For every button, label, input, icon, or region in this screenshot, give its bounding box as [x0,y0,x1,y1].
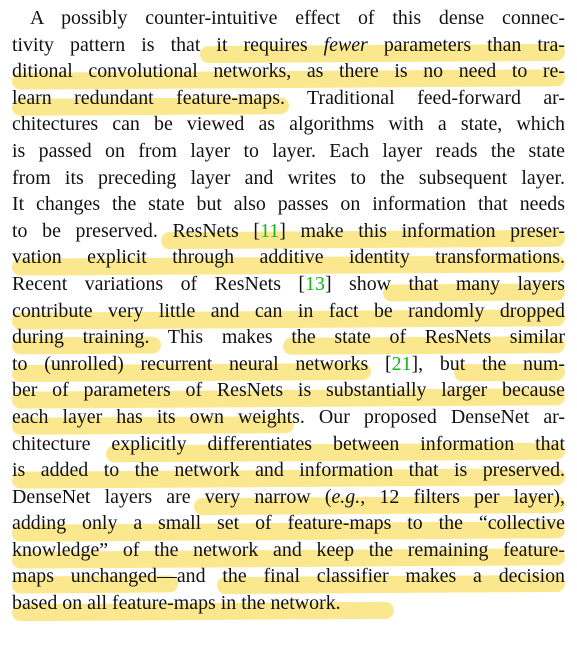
line-text: is added to the network and information that is preserved. [12,459,565,482]
text-line [12,563,565,590]
line-text: A possibly counter-intuitive effect of this dense connec- [30,7,565,29]
text-line [12,431,565,458]
text-line [12,537,565,564]
text-line [12,404,565,431]
line-text: from its preceding layer and writes to the subsequent layer. [12,166,565,189]
text-line [12,58,565,85]
text-line [12,85,565,112]
citation-link[interactable]: 13 [305,272,325,295]
text-line [12,377,565,404]
text-line [12,590,565,617]
line-text: during training. This makes the state of ResNets similar [12,326,565,349]
line-text: chitectures can be viewed as algorithms with a state, which [12,113,565,136]
text-line [12,32,565,59]
line-text: knowledge” of the network and keep the remaining feature- [12,538,565,561]
text-line [12,271,565,298]
text-line [12,244,565,271]
text-line [12,484,565,511]
text-line [12,218,565,245]
text-line [12,298,565,325]
line-text: It changes the state but also passes on information that needs [12,193,565,216]
line-text: Recent variations of ResNets [13] show that many layers [12,272,565,295]
text-line [12,111,565,138]
text-line [12,5,565,32]
body-paragraph [12,5,565,617]
text-line [12,510,565,537]
line-text: based on all feature-maps in the network. [12,592,341,615]
text-line [12,165,565,192]
line-text: chitecture explicitly differentiates between information that [12,432,565,455]
line-text: to be preserved. ResNets [11] make this information preser- [12,219,565,242]
text-line [12,324,565,351]
line-text: vation explicit through additive identity transformations. [12,246,565,269]
text-line [12,191,565,218]
line-text: contribute very little and can in fact be randomly dropped [12,299,565,322]
line-text: ditional convolutional networks, as there is no need to re- [12,60,565,83]
line-text: learn redundant feature-maps. Traditional feed-forward ar- [12,86,565,109]
citation-link[interactable]: 11 [260,219,280,242]
line-text: to (unrolled) recurrent neural networks [21], but the num- [12,352,565,375]
text-line [12,351,565,378]
line-text: ber of parameters of ResNets is substantially larger because [12,379,565,402]
line-text: DenseNet layers are very narrow (e.g., 12 filters per layer), [12,485,565,508]
line-text: adding only a small set of feature-maps to the “collective [12,512,565,535]
line-text: maps unchanged—and the final classifier makes a decision [12,565,565,588]
line-text: each layer has its own weights. Our proposed DenseNet ar- [12,405,565,428]
text-line [12,457,565,484]
citation-link[interactable]: 21 [391,352,412,375]
line-text: tivity pattern is that it requires fewer parameters than tra- [12,33,565,56]
text-line [12,138,565,165]
line-text: is passed on from layer to layer. Each layer reads the state [12,139,565,162]
